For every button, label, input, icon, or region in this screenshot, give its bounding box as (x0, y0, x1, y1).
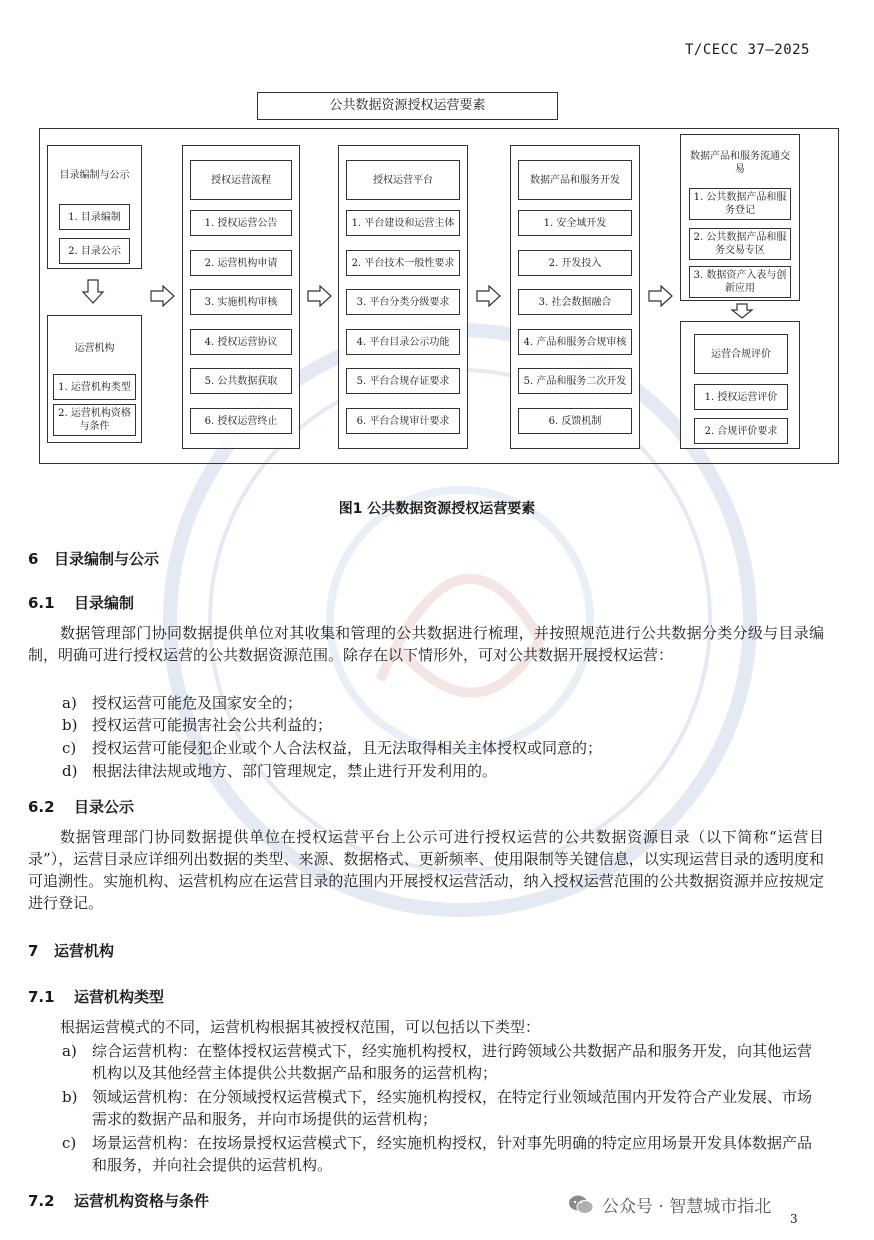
list-item (62, 737, 824, 759)
section-6-2-heading (28, 796, 134, 817)
process-item-3: 3. 实施机构审核 (190, 289, 292, 315)
list-text: 领域运营机构：在分领域授权运营模式下，经实施机构授权，在特定行业领域范围内开发符合产业发展、市场需求的数据产品和服务，并向市场提供的运营机构； (92, 1088, 813, 1128)
compliance-item-1: 1. 授权运营评价 (694, 384, 788, 410)
section-7-heading (28, 940, 114, 961)
list-text: 授权运营可能危及国家安全的； (92, 694, 303, 712)
compliance-group-title: 运营合规评价 (694, 334, 788, 374)
operator-group-title: 运营机构 (54, 326, 135, 370)
section-6-heading (28, 548, 159, 569)
catalog-item-1: 1. 目录编制 (59, 204, 130, 230)
development-item-2: 2. 开发投入 (518, 250, 632, 276)
platform-item-4: 4. 平台目录公示功能 (346, 329, 460, 355)
platform-item-6: 6. 平台合规审计要求 (346, 408, 460, 434)
platform-item-5: 5. 平台合规存证要求 (346, 368, 460, 394)
platform-group-title: 授权运营平台 (346, 160, 460, 200)
section-title: 目录公示 (74, 798, 135, 816)
list-item (62, 714, 824, 736)
document-code: T/CECC 37—2025 (684, 42, 810, 58)
development-item-1: 1. 安全域开发 (518, 210, 632, 236)
development-group-title: 数据产品和服务开发 (518, 160, 632, 200)
right-arrow-icon (476, 285, 502, 307)
compliance-item-2: 2. 合规评价要求 (694, 418, 788, 444)
wechat-icon (568, 1194, 594, 1216)
catalog-item-2: 2. 目录公示 (59, 238, 130, 264)
development-group (510, 145, 640, 449)
process-item-2: 2. 运营机构申请 (190, 250, 292, 276)
trading-item-3: 3. 数据资产入表与创新应用 (689, 266, 791, 298)
process-item-5: 5. 公共数据获取 (190, 368, 292, 394)
list-text: 场景运营机构：在按场景授权运营模式下，经实施机构授权，针对事先明确的特定应用场景开发具体数据产品和服务，并向社会提供的运营机构。 (92, 1134, 813, 1174)
list-text: 授权运营可能损害社会公共利益的； (92, 716, 333, 734)
section-title: 运营机构资格与条件 (74, 1192, 210, 1210)
process-item-1: 1. 授权运营公告 (190, 210, 292, 236)
list-text: 根据法律法规或地方、部门管理规定，禁止进行开发利用的。 (92, 762, 498, 780)
platform-item-3: 3. 平台分类分级要求 (346, 289, 460, 315)
right-arrow-icon (150, 285, 176, 307)
section-number: 6 (28, 550, 39, 568)
trading-group-title: 数据产品和服务流通交易 (685, 140, 795, 186)
list-item (62, 1132, 824, 1176)
list-marker: a) (62, 694, 77, 712)
section-6-2-paragraph: 数据管理部门协同数据提供单位在授权运营平台上公示可进行授权运营的公共数据资源目录（以下简称“运营目录”），运营目录应详细列出数据的类型、来源、数据格式、更新频率、使用限制等关键信息，以实现运营目录的透明度和可追溯性。实施机构、运营机构应在运营目录的范围内开展授权运营活动，纳入授权运营范围的公共数据资源并应按规定进行登记。 (28, 828, 824, 912)
list-marker: a) (62, 1042, 77, 1060)
section-number: 7.1 (28, 988, 55, 1006)
platform-item-2: 2. 平台技术一般性要求 (346, 250, 460, 276)
list-text: 授权运营可能侵犯企业或个人合法权益，且无法取得相关主体授权或同意的； (92, 739, 603, 757)
list-text: 综合运营机构：在整体授权运营模式下，经实施机构授权，进行跨领域公共数据产品和服务开发，向其他运营机构以及其他经营主体提供公共数据产品和服务的运营机构； (92, 1042, 813, 1082)
section-number: 6.2 (28, 798, 55, 816)
operator-group (47, 315, 142, 443)
down-arrow-icon (81, 279, 105, 305)
list-item (62, 1086, 824, 1130)
list-marker: c) (62, 1134, 77, 1152)
platform-item-1: 1. 平台建设和运营主体 (346, 210, 460, 236)
catalog-group-title: 目录编制与公示 (54, 160, 135, 190)
development-item-3: 3. 社会数据融合 (518, 289, 632, 315)
list-marker: b) (62, 716, 78, 734)
process-group (182, 145, 300, 449)
platform-group (338, 145, 468, 449)
process-group-title: 授权运营流程 (190, 160, 292, 200)
list-item (62, 1040, 824, 1084)
section-number: 6.1 (28, 594, 55, 612)
section-7-1-paragraph: 根据运营模式的不同，运营机构根据其被授权范围，可以包括以下类型： (60, 1018, 541, 1036)
trading-item-2: 2. 公共数据产品和服务交易专区 (689, 228, 791, 260)
development-item-6: 6. 反馈机制 (518, 408, 632, 434)
development-item-4: 4. 产品和服务合规审核 (518, 329, 632, 355)
section-6-1-heading (28, 592, 134, 613)
section-title: 运营机构类型 (74, 988, 165, 1006)
trading-group (680, 134, 800, 301)
right-arrow-icon (648, 285, 674, 307)
section-title: 目录编制 (74, 594, 135, 612)
section-7-1-heading (28, 986, 164, 1007)
trading-item-1: 1. 公共数据产品和服务登记 (689, 188, 791, 220)
wechat-account-name: 公众号 · 智慧城市指北 (602, 1197, 772, 1217)
operator-item-1: 1. 运营机构类型 (53, 374, 136, 400)
operator-item-2: 2. 运营机构资格与条件 (53, 404, 136, 436)
development-item-5: 5. 产品和服务二次开发 (518, 368, 632, 394)
list-marker: c) (62, 739, 77, 757)
diagram-frame (39, 128, 839, 464)
process-item-4: 4. 授权运营协议 (190, 329, 292, 355)
list-item (62, 760, 824, 782)
compliance-group (680, 321, 800, 449)
list-item (62, 692, 824, 714)
diagram-title: 公共数据资源授权运营要素 (257, 92, 558, 120)
catalog-group (47, 145, 142, 269)
section-title: 目录编制与公示 (54, 550, 160, 568)
list-marker: b) (62, 1088, 78, 1106)
figure-caption: 图1 公共数据资源授权运营要素 (338, 501, 536, 517)
section-number: 7.2 (28, 1192, 55, 1210)
wechat-account-label (568, 1192, 771, 1217)
section-6-1-paragraph: 数据管理部门协同数据提供单位对其收集和管理的公共数据进行梳理，并按照规范进行公共数据分类分级与目录编制，明确可进行授权运营的公共数据资源范围。除存在以下情形外，可对公共数据开展授权运营： (28, 624, 824, 664)
list-marker: d) (62, 762, 78, 780)
section-number: 7 (28, 942, 39, 960)
process-item-6: 6. 授权运营终止 (190, 408, 292, 434)
right-arrow-icon (307, 285, 333, 307)
section-title: 运营机构 (54, 942, 115, 960)
down-arrow-icon (730, 303, 754, 319)
page-number: 3 (790, 1212, 798, 1226)
section-7-2-heading (28, 1190, 209, 1211)
